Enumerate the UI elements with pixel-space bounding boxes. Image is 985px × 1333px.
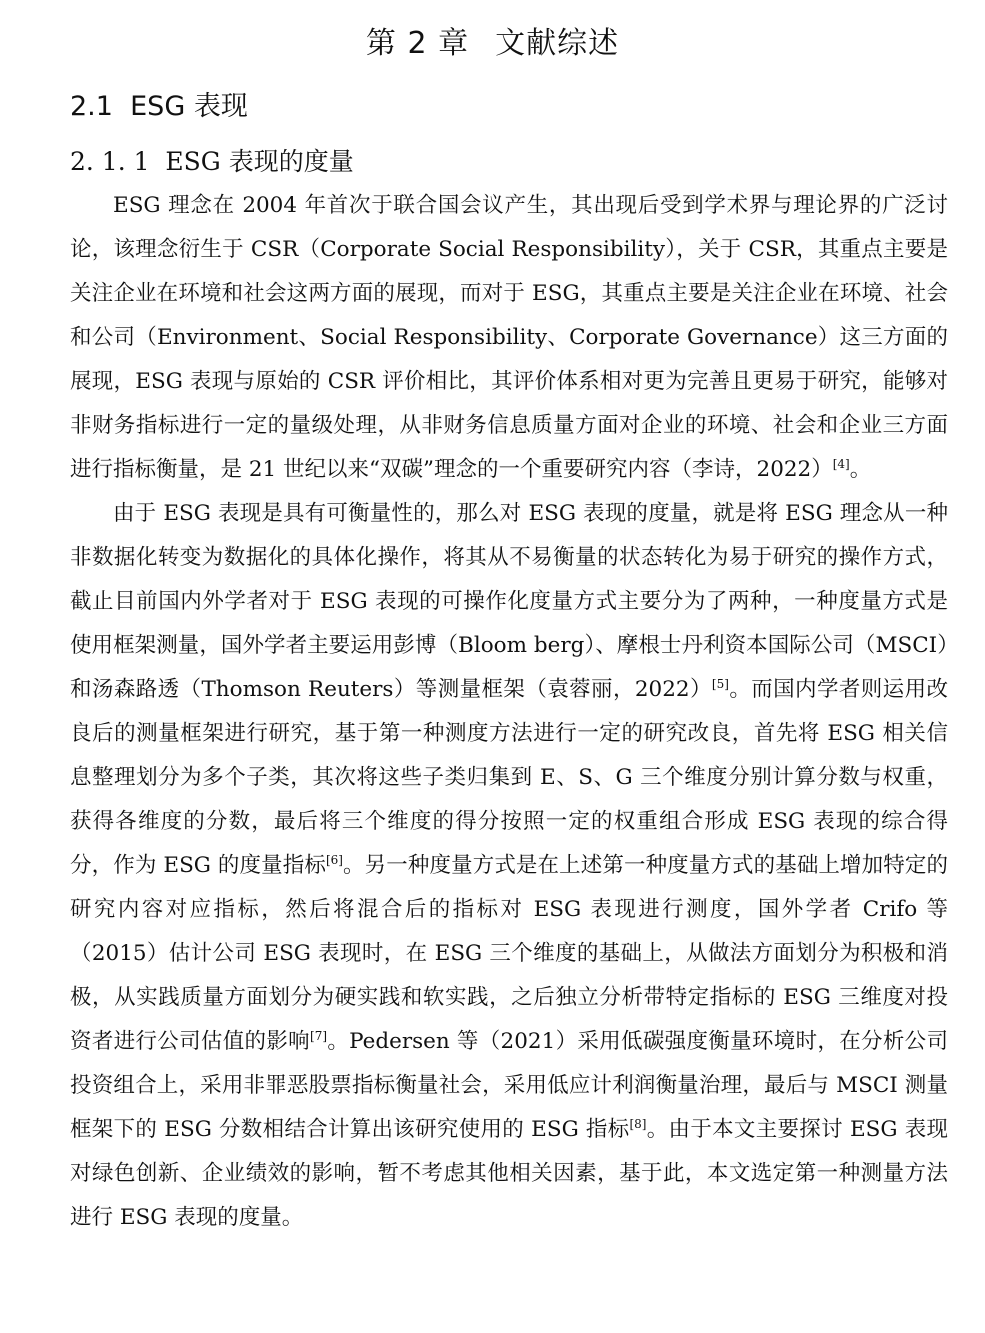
- paragraph-2-part-5: 。由于本文主要探讨 ESG 表现对绿色创新、企业绩效的影响，暂不考虑其他相关因素，基于此，本文选定第一种测量方法进行 ESG 表现的度量。: [70, 1117, 948, 1230]
- paragraph-2: [70, 492, 948, 1240]
- body-text: [70, 184, 948, 1240]
- chapter-number: 第 2 章: [365, 26, 470, 61]
- citation-5: [5]: [711, 676, 729, 691]
- subsection-heading: [70, 142, 354, 178]
- paragraph-2-part-2: 。而国内学者则运用改良后的测量框架进行研究，基于第一种测度方法进行一定的研究改良，首先将 ESG 相关信息整理划分为多个子类，其次将这些子类归集到 E、S、G 三个维度分别计算分数与权重，获得各维度的分数，最后将三个维度的得分按照一定的权重组合形成 ESG 表现的综合得分，作为 ESG 的度量指标: [70, 677, 948, 878]
- paragraph-2-part-1: 由于 ESG 表现是具有可衡量性的，那么对 ESG 表现的度量，就是将 ESG 理念从一种非数据化转变为数据化的具体化操作，将其从不易衡量的状态转化为易于研究的操作方式，截止目前国内外学者对于 ESG 表现的可操作化度量方式主要分为了两种，一种度量方式是使用框架测量，国外学者主要运用彭博（Bloom berg）、摩根士丹利资本国际公司（MSCI）和汤森路透（Thomson Reuters）等测量框架（袁蓉丽，2022）: [70, 501, 948, 702]
- paragraph-1-text: ESG 理念在 2004 年首次于联合国会议产生，其出现后受到学术界与理论界的广泛讨论，该理念衍生于 CSR（Corporate Social Responsibility），关于 CSR，其重点主要是关注企业在环境和社会这两方面的展现，而对于 ESG，其重点主要是关注企业在环境、社会和公司（Environment、Social Responsibility、Corporate Governance）这三方面的展现，ESG 表现与原始的 CSR 评价相比，其评价体系相对更为完善且更易于研究，能够对非财务指标进行一定的量级处理，从非财务信息质量方面对企业的环境、社会和企业三方面进行指标衡量，是 21 世纪以来“双碳”理念的一个重要研究内容（李诗，2022）: [70, 193, 948, 482]
- section-heading: [70, 84, 248, 123]
- citation-4: [4]: [832, 456, 850, 471]
- chapter-name: 文献综述: [495, 26, 620, 61]
- citation-6: [6]: [325, 852, 343, 867]
- section-title: ESG 表现: [130, 91, 248, 122]
- citation-7: [7]: [310, 1028, 328, 1043]
- paragraph-2-part-3: 。另一种度量方式是在上述第一种度量方式的基础上增加特定的研究内容对应指标，然后将混合后的指标对 ESG 表现进行测度，国外学者 Crifo 等（2015）估计公司 ESG 表现时，在 ESG 三个维度的基础上，从做法方面划分为积极和消极，从实践质量方面划分为硬实践和软实践，之后独立分析带特定指标的 ESG 三维度对投资者进行公司估值的影响: [70, 853, 948, 1054]
- paragraph-2-part-4: 。Pedersen 等（2021）采用低碳强度衡量环境时，在分析公司投资组合上，采用非罪恶股票指标衡量社会，采用低应计利润衡量治理，最后与 MSCI 测量框架下的 ESG 分数相结合计算出该研究使用的 ESG 指标: [70, 1029, 948, 1142]
- paragraph-1: [70, 184, 948, 492]
- paragraph-1-end: 。: [849, 457, 872, 482]
- section-number: 2.1: [70, 91, 113, 122]
- subsection-number: 2. 1. 1: [70, 147, 150, 176]
- subsection-title: ESG 表现的度量: [165, 147, 354, 176]
- citation-8: [8]: [629, 1116, 647, 1131]
- chapter-title: [0, 18, 985, 62]
